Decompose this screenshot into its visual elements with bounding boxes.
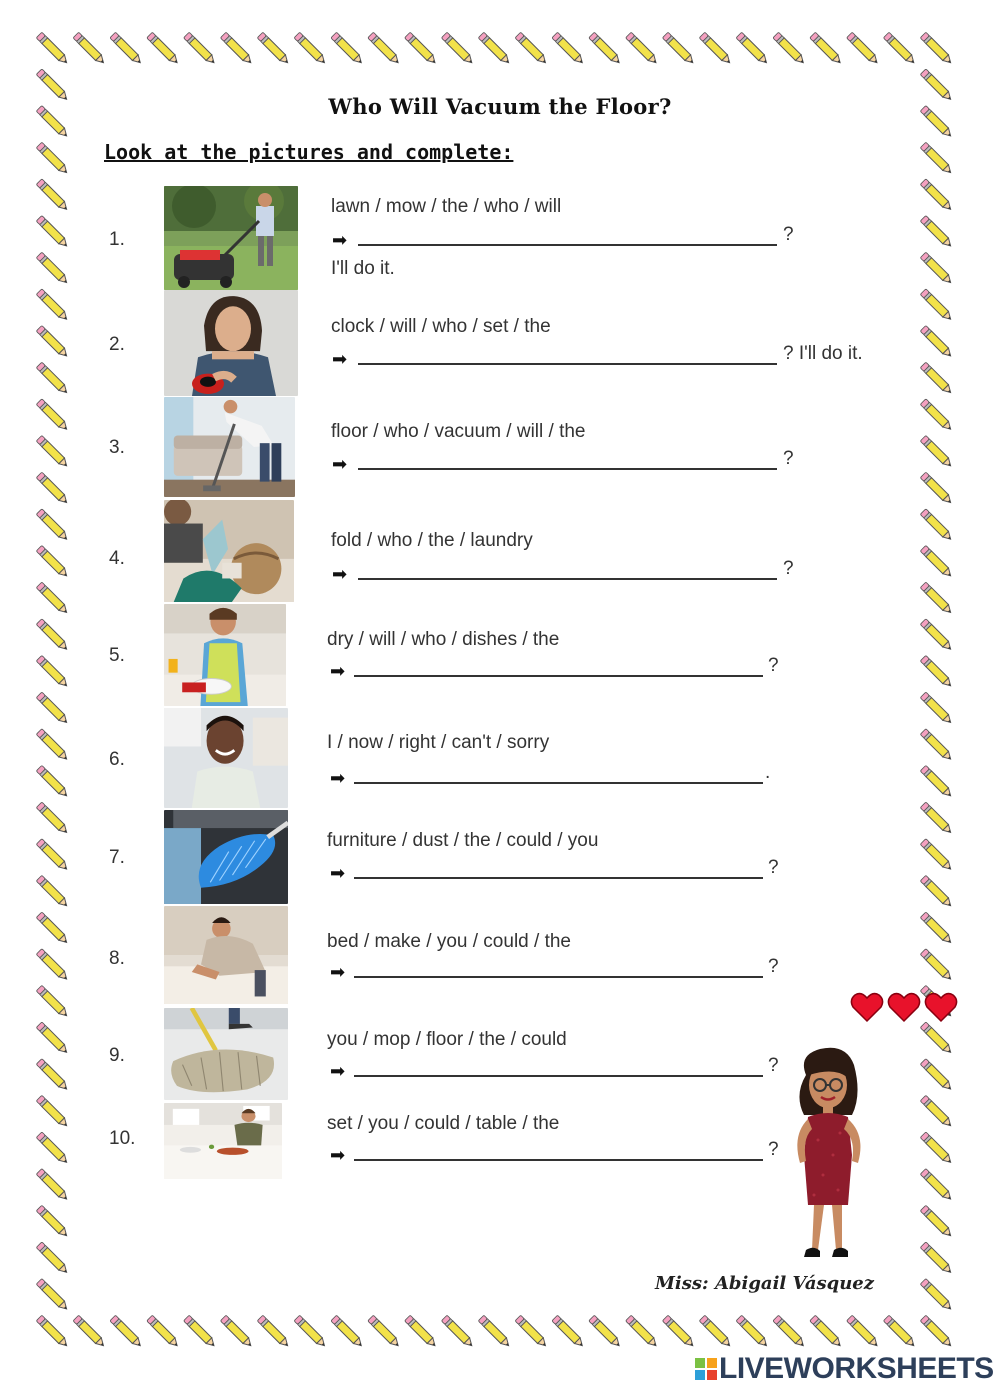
arrow-icon: ➡ (330, 863, 346, 883)
pencil-icon (478, 1315, 511, 1348)
pencil-icon (36, 32, 69, 65)
item-number: 10. (109, 1128, 136, 1149)
hearts-decoration (850, 990, 962, 1024)
pencil-icon (920, 32, 953, 65)
sentence-ending: ? (768, 1055, 779, 1076)
pencil-icon (515, 1315, 548, 1348)
pencil-icon (920, 1205, 953, 1238)
item-number: 3. (109, 437, 125, 458)
pencil-icon (810, 1315, 843, 1348)
pencil-icon (36, 1095, 69, 1128)
scrambled-words: fold / who / the / laundry (331, 530, 533, 551)
mop-photo (164, 1008, 288, 1100)
pencil-icon (257, 1315, 290, 1348)
making-bed-photo (164, 906, 288, 1004)
vacuuming-photo (164, 397, 295, 497)
pencil-icon (773, 32, 806, 65)
sentence-ending: ? I'll do it. (783, 343, 863, 364)
pencil-icon (662, 1315, 695, 1348)
pencil-icon (36, 545, 69, 578)
pencil-icon (36, 399, 69, 432)
pencil-icon (699, 32, 732, 65)
folding-laundry-photo (164, 500, 294, 602)
pencil-icon (736, 1315, 769, 1348)
setting-clock-photo (164, 290, 298, 396)
pencil-icon (147, 1315, 180, 1348)
pencil-icon (368, 32, 401, 65)
scrambled-words: lawn / mow / the / who / will (331, 196, 562, 217)
pencil-icon (110, 32, 143, 65)
pencil-icon (36, 179, 69, 212)
pencil-icon (589, 32, 622, 65)
item-number: 6. (109, 749, 125, 770)
pencil-icon (73, 32, 106, 65)
pencil-icon (36, 1059, 69, 1092)
pencil-icon (662, 32, 695, 65)
pencil-icon (36, 802, 69, 835)
pencil-icon (920, 949, 953, 982)
pencil-icon (147, 32, 180, 65)
smiling-boy-photo (164, 708, 288, 808)
scrambled-words: clock / will / who / set / the (331, 316, 551, 337)
arrow-icon: ➡ (330, 962, 346, 982)
pencil-icon (36, 1169, 69, 1202)
item-number: 4. (109, 548, 125, 569)
pencil-icon (920, 765, 953, 798)
answer-blank[interactable] (354, 1159, 763, 1161)
pencil-icon (920, 1315, 953, 1348)
setting-table-photo (164, 1103, 282, 1179)
scrambled-words: bed / make / you / could / the (327, 931, 571, 952)
answer-blank[interactable] (354, 675, 763, 677)
sentence-ending: ? (783, 558, 794, 579)
pencil-icon (920, 435, 953, 468)
pencil-icon (920, 1059, 953, 1092)
pencil-icon (294, 32, 327, 65)
pencil-icon (920, 472, 953, 505)
pencil-icon (36, 655, 69, 688)
brand-name: LIVEWORKSHEETS (719, 1352, 994, 1385)
pencil-icon (920, 582, 953, 615)
pencil-icon (110, 1315, 143, 1348)
pencil-icon (184, 32, 217, 65)
pencil-icon (847, 32, 880, 65)
pencil-icon (36, 729, 69, 762)
answer-blank[interactable] (354, 782, 763, 784)
arrow-icon: ➡ (332, 230, 348, 250)
scrambled-words: set / you / could / table / the (327, 1113, 560, 1134)
pencil-icon (920, 1095, 953, 1128)
pencil-icon (515, 32, 548, 65)
pencil-icon (36, 289, 69, 322)
pencil-icon (920, 729, 953, 762)
answer-blank[interactable] (358, 363, 777, 365)
arrow-icon: ➡ (332, 564, 348, 584)
pencil-icon (36, 1279, 69, 1312)
page-title: Who Will Vacuum the Floor? (328, 94, 672, 119)
pencil-icon (36, 692, 69, 725)
pencil-icon (405, 1315, 438, 1348)
pencil-icon (36, 619, 69, 652)
pencil-icon (36, 949, 69, 982)
pencil-icon (220, 32, 253, 65)
pencil-icon (883, 32, 916, 65)
sentence-ending: ? (783, 224, 794, 245)
answer-blank[interactable] (358, 468, 777, 470)
pencil-icon (920, 142, 953, 175)
pencil-icon (36, 362, 69, 395)
pencil-icon (184, 1315, 217, 1348)
pencil-icon (36, 142, 69, 175)
scrambled-words: dry / will / who / dishes / the (327, 629, 560, 650)
pencil-icon (441, 32, 474, 65)
pencil-icon (36, 912, 69, 945)
pencil-icon (36, 1315, 69, 1348)
pencil-icon (294, 1315, 327, 1348)
answer-blank[interactable] (358, 244, 777, 246)
heart-icon (888, 994, 919, 1021)
pencil-icon (920, 912, 953, 945)
arrow-icon: ➡ (330, 661, 346, 681)
item-number: 8. (109, 948, 125, 969)
pencil-icon (36, 875, 69, 908)
pencil-icon (36, 1022, 69, 1055)
pencil-icon (220, 1315, 253, 1348)
pencil-icon (478, 32, 511, 65)
pencil-icon (368, 1315, 401, 1348)
feather-duster-photo (164, 810, 288, 904)
pencil-icon (920, 692, 953, 725)
answer-blank[interactable] (358, 578, 777, 580)
pencil-icon (36, 582, 69, 615)
pencil-icon (810, 32, 843, 65)
pencil-icon (920, 839, 953, 872)
pencil-icon (405, 32, 438, 65)
arrow-icon: ➡ (332, 349, 348, 369)
pencil-icon (552, 32, 585, 65)
item-number: 5. (109, 645, 125, 666)
pencil-icon (331, 1315, 364, 1348)
sentence-ending: ? (768, 956, 779, 977)
sentence-ending: ? (768, 857, 779, 878)
item-number: 1. (109, 229, 125, 250)
pencil-icon (699, 1315, 732, 1348)
pencil-icon (73, 1315, 106, 1348)
pencil-icon (847, 1315, 880, 1348)
pencil-icon (36, 985, 69, 1018)
answer-blank[interactable] (354, 877, 763, 879)
pencil-icon (257, 32, 290, 65)
pencil-icon (920, 545, 953, 578)
pencil-icon (920, 1242, 953, 1275)
pencil-icon (920, 875, 953, 908)
pencil-icon (626, 32, 659, 65)
pencil-icon (36, 509, 69, 542)
pencil-icon (589, 1315, 622, 1348)
heart-icon (925, 994, 956, 1021)
pencil-icon (36, 435, 69, 468)
liveworksheets-logo-icon (695, 1358, 717, 1380)
pencil-icon (736, 32, 769, 65)
pencil-icon (920, 509, 953, 542)
item-number: 2. (109, 334, 125, 355)
pencil-icon (920, 215, 953, 248)
instruction: Look at the pictures and complete: (104, 140, 514, 164)
arrow-icon: ➡ (330, 1061, 346, 1081)
sentence-ending: ? (768, 1139, 779, 1160)
pencil-icon (920, 252, 953, 285)
pencil-icon (920, 802, 953, 835)
pencil-icon (920, 1279, 953, 1312)
arrow-icon: ➡ (330, 768, 346, 788)
item-number: 7. (109, 847, 125, 868)
item-number: 9. (109, 1045, 125, 1066)
pencil-icon (773, 1315, 806, 1348)
pencil-icon (920, 655, 953, 688)
sentence-ending: ? (768, 655, 779, 676)
teacher-signature: Miss: Abigail Vásquez (655, 1273, 874, 1294)
pencil-icon (36, 325, 69, 358)
heart-icon (851, 994, 882, 1021)
arrow-icon: ➡ (330, 1145, 346, 1165)
pencil-icon (920, 619, 953, 652)
pencil-icon (920, 362, 953, 395)
pencil-icon (36, 839, 69, 872)
drying-dishes-photo (164, 604, 286, 706)
pencil-icon (920, 179, 953, 212)
pencil-icon (920, 289, 953, 322)
pencil-icon (883, 1315, 916, 1348)
pencil-icon (36, 472, 69, 505)
pencil-icon (920, 1169, 953, 1202)
answer-blank[interactable] (354, 1075, 763, 1077)
pencil-icon (36, 765, 69, 798)
pencil-icon (920, 399, 953, 432)
scrambled-words: you / mop / floor / the / could (327, 1029, 567, 1050)
pencil-icon (552, 1315, 585, 1348)
pencil-icon (920, 1132, 953, 1165)
scrambled-words: I / now / right / can't / sorry (327, 732, 550, 753)
pencil-icon (626, 1315, 659, 1348)
reply-text: I'll do it. (331, 258, 395, 279)
pencil-icon (36, 215, 69, 248)
pencil-icon (36, 1242, 69, 1275)
teacher-avatar-illustration (778, 1045, 878, 1267)
lawn-mowing-photo (164, 186, 298, 290)
sentence-ending: ? (783, 448, 794, 469)
pencil-icon (441, 1315, 474, 1348)
pencil-icon (36, 252, 69, 285)
pencil-icon (920, 1022, 953, 1055)
sentence-ending: . (765, 762, 771, 783)
pencil-icon (36, 1132, 69, 1165)
pencil-icon (36, 1205, 69, 1238)
scrambled-words: floor / who / vacuum / will / the (331, 421, 586, 442)
answer-blank[interactable] (354, 976, 763, 978)
pencil-icon (331, 32, 364, 65)
arrow-icon: ➡ (332, 454, 348, 474)
scrambled-words: furniture / dust / the / could / you (327, 830, 599, 851)
pencil-icon (920, 325, 953, 358)
